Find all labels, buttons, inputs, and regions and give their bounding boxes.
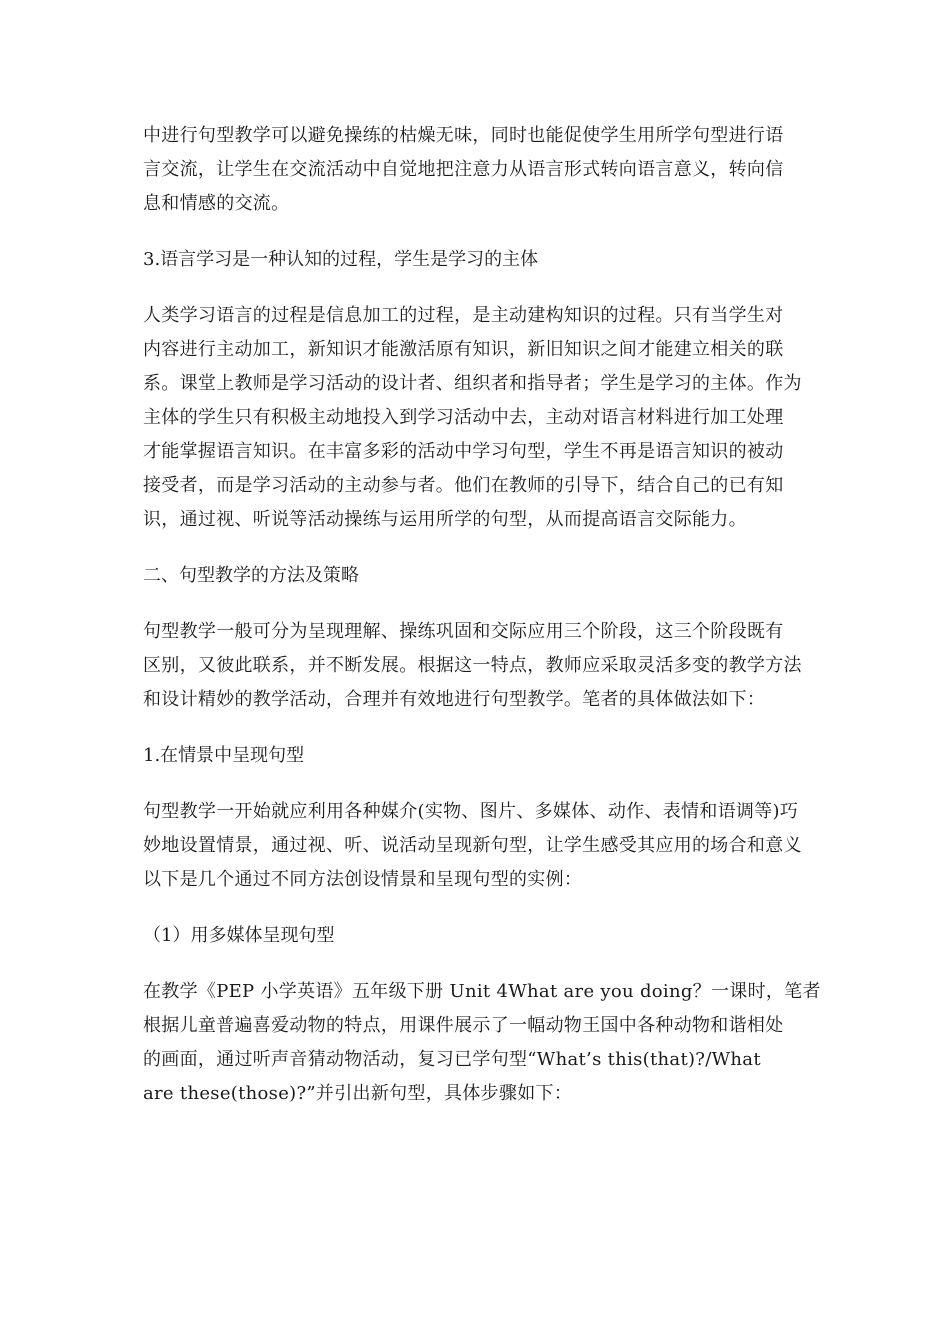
paragraph-4	[143, 795, 808, 897]
paragraph-line: 接受者，而是学习活动的主动参与者。他们在教师的引导下，结合自己的已有知	[143, 475, 784, 496]
paragraph-line: 才能掌握语言知识。在丰富多彩的活动中学习句型，学生不再是语言知识的被动	[143, 441, 784, 462]
paragraph-line: 根据儿童普遍喜爱动物的特点，用课件展示了一幅动物王国中各种动物和谐相处	[143, 1015, 784, 1036]
paragraph-line: 识，通过视、听说等活动操练与运用所学的句型，从而提高语言交际能力。	[143, 509, 747, 530]
paragraph-line: 在教学《PEP 小学英语》五年级下册 Unit 4What are you doing？一课时，笔者	[143, 981, 821, 1002]
document-page	[143, 119, 821, 1111]
paragraph-line: 妙地设置情景，通过视、听、说活动呈现新句型，让学生感受其应用的场合和意义	[143, 835, 802, 856]
paragraph-line: 中进行句型教学可以避免操练的枯燥无味，同时也能促使学生用所学句型进行语	[143, 125, 784, 146]
paragraph-line: are these(those)?”并引出新句型，具体步骤如下：	[143, 1083, 573, 1104]
paragraph-1	[143, 119, 808, 221]
subsection-heading-1: （1）用多媒体呈现句型	[143, 925, 335, 946]
paragraph-line: 主体的学生只有积极主动地投入到学习活动中去，主动对语言材料进行加工处理	[143, 407, 784, 428]
paragraph-line: 句型教学一般可分为呈现理解、操练巩固和交际应用三个阶段，这三个阶段既有	[143, 621, 784, 642]
paragraph-2	[143, 299, 808, 537]
paragraph-line: 的画面，通过听声音猜动物活动，复习已学句型“What’s this(that)?/What	[143, 1049, 761, 1070]
paragraph-line: 系。课堂上教师是学习活动的设计者、组织者和指导者；学生是学习的主体。作为	[143, 373, 802, 394]
paragraph-5	[143, 975, 821, 1111]
paragraph-line: 言交流，让学生在交流活动中自觉地把注意力从语言形式转向语言意义，转向信	[143, 159, 784, 180]
paragraph-3	[143, 615, 808, 717]
paragraph-line: 句型教学一开始就应利用各种媒介(实物、图片、多媒体、动作、表情和语调等)巧	[143, 801, 799, 822]
paragraph-line: 和设计精妙的教学活动，合理并有效地进行句型教学。笔者的具体做法如下：	[143, 689, 766, 710]
section-heading-3: 3.语言学习是一种认知的过程，学生是学习的主体	[143, 249, 539, 270]
paragraph-line: 人类学习语言的过程是信息加工的过程，是主动建构知识的过程。只有当学生对	[143, 305, 784, 326]
paragraph-line: 以下是几个通过不同方法创设情景和呈现句型的实例：	[143, 869, 583, 890]
section-heading-2: 二、句型教学的方法及策略	[143, 565, 359, 586]
section-heading-1: 1.在情景中呈现句型	[143, 745, 305, 766]
paragraph-line: 息和情感的交流。	[143, 193, 290, 214]
paragraph-line: 区别，又彼此联系，并不断发展。根据这一特点，教师应采取灵活多变的教学方法	[143, 655, 802, 676]
paragraph-line: 内容进行主动加工，新知识才能激活原有知识，新旧知识之间才能建立相关的联	[143, 339, 784, 360]
